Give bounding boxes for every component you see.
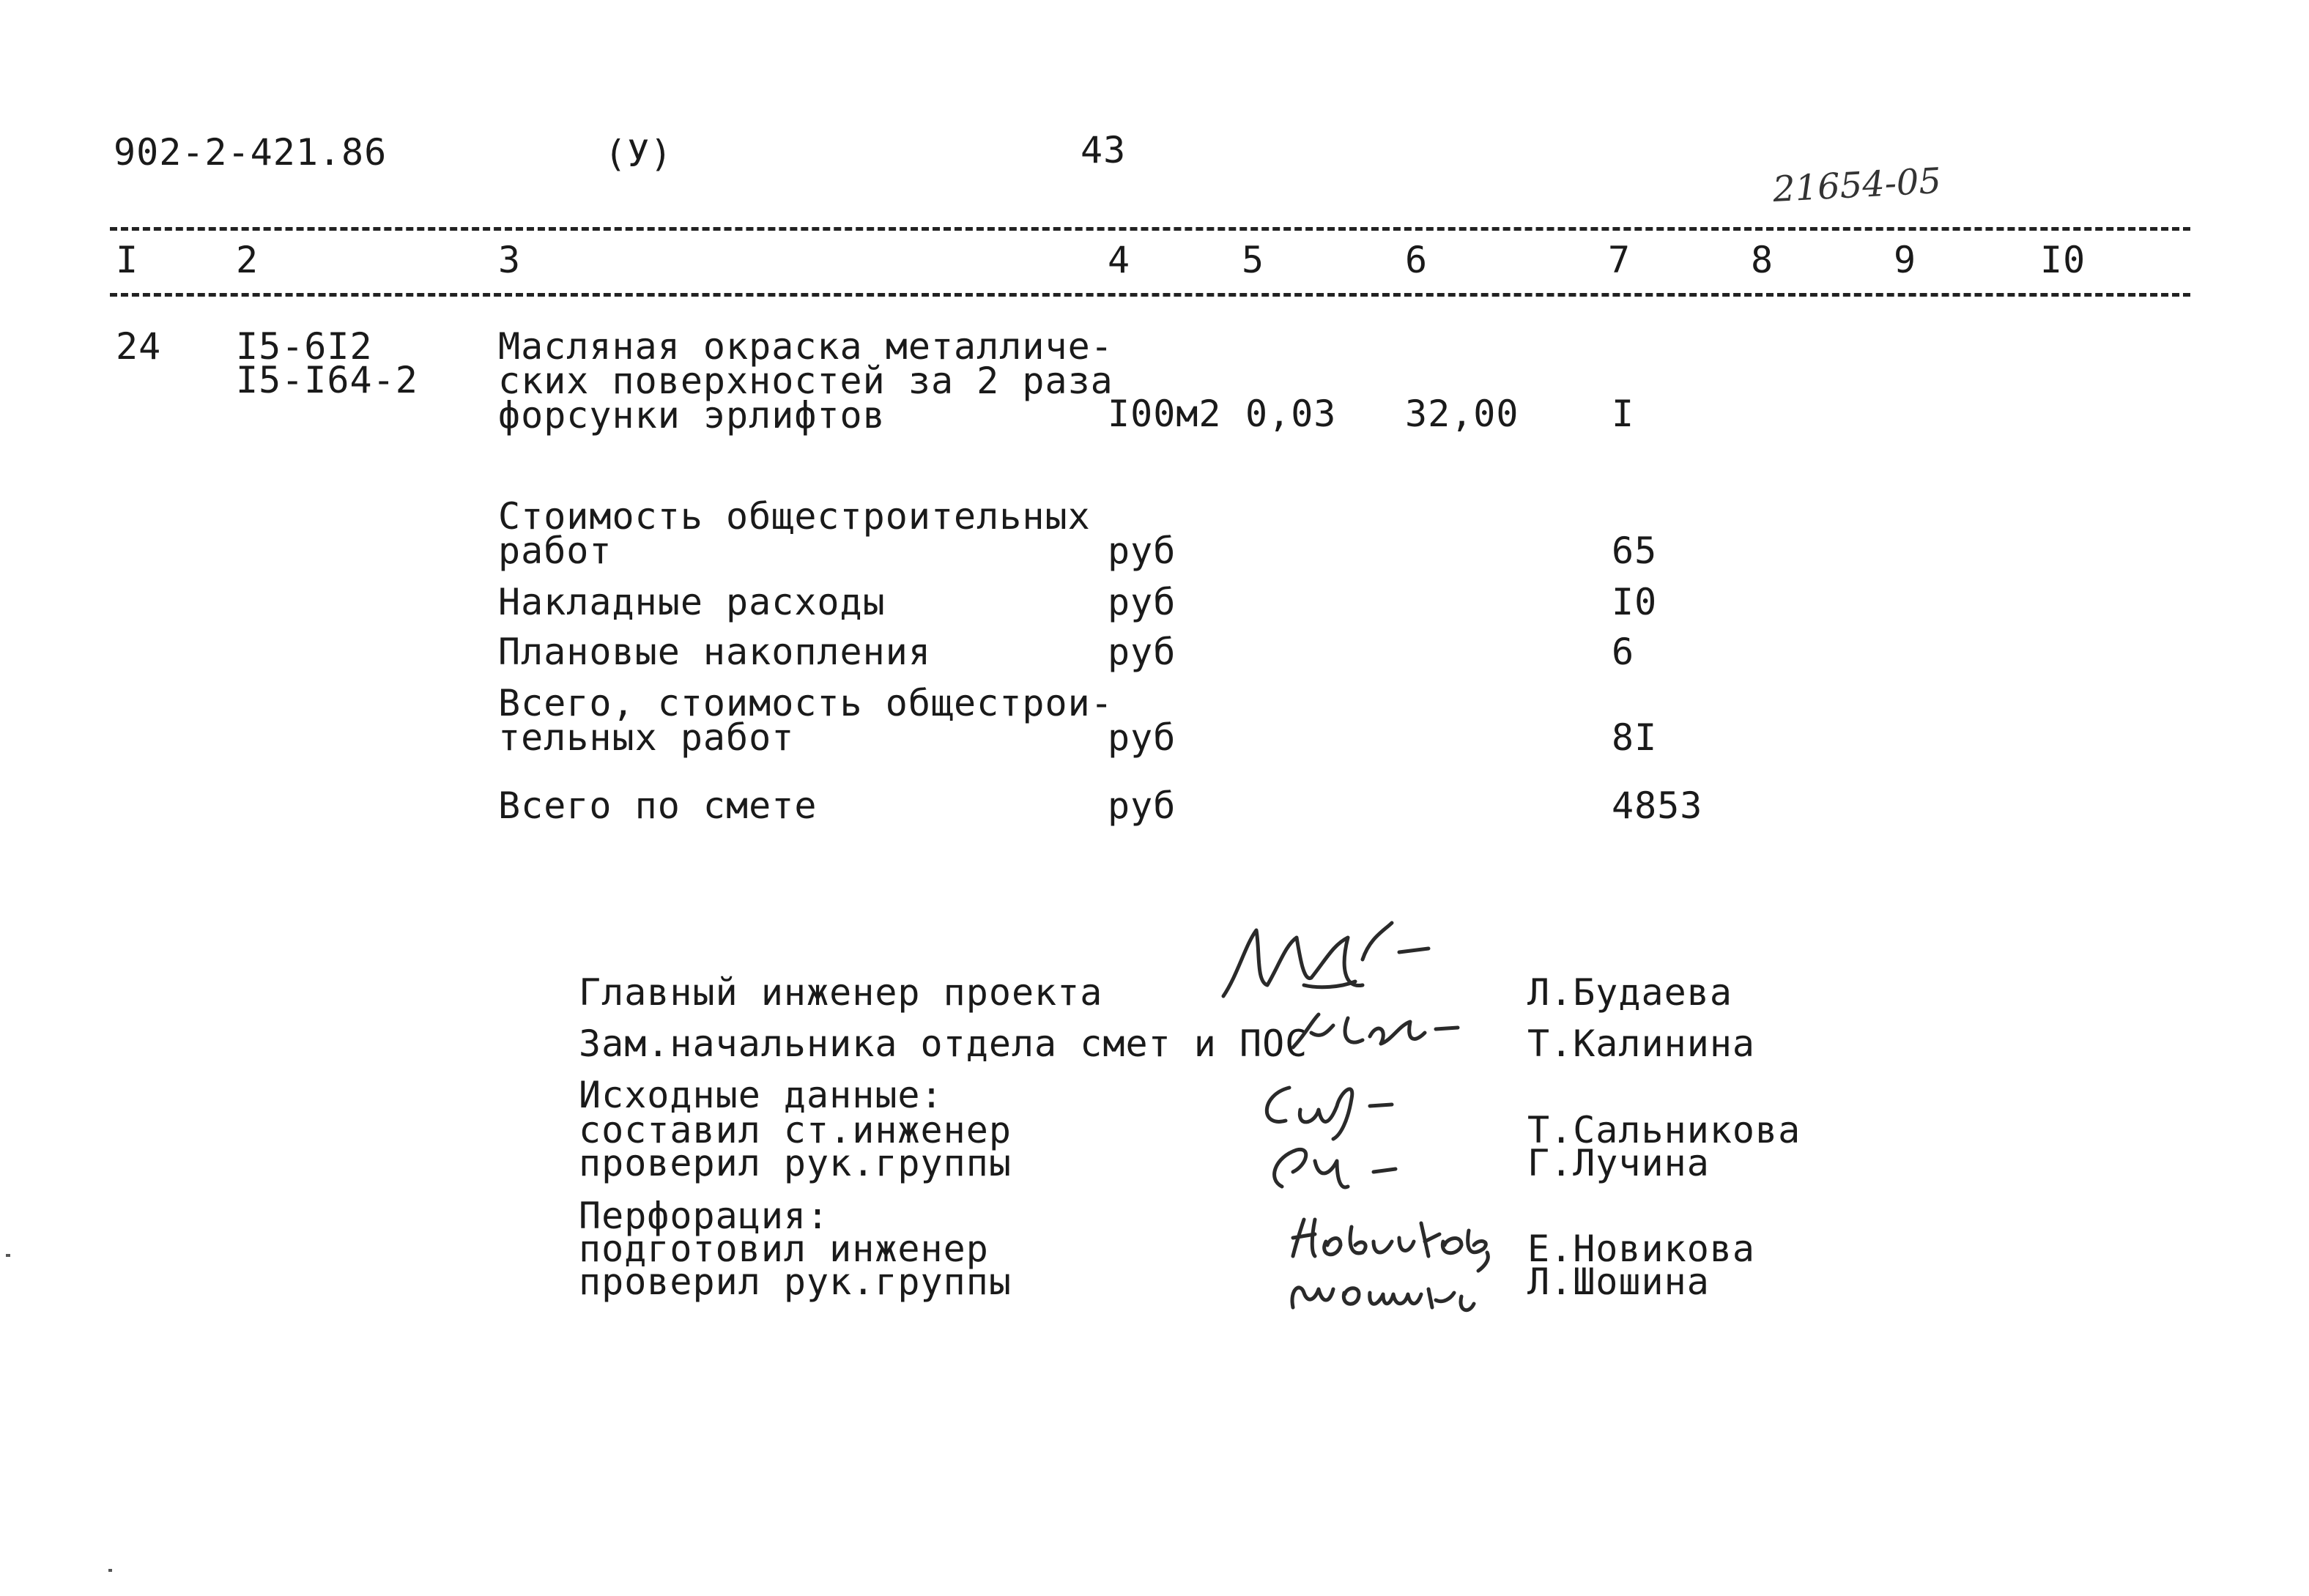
signer-name: Г.Лучина bbox=[1527, 1142, 1710, 1184]
summary-label-line: Стоимость общестроительных bbox=[498, 495, 1091, 538]
column-header: 6 bbox=[1405, 239, 1428, 281]
stamp-number: 21654-05 bbox=[1771, 160, 1943, 210]
signer-title: проверил рук.группы bbox=[579, 1142, 1012, 1184]
summary-unit: руб bbox=[1108, 716, 1176, 759]
column-header: 9 bbox=[1894, 239, 1917, 281]
summary-unit: руб bbox=[1108, 631, 1176, 673]
item-description-line: Масляная окраска металличе- bbox=[498, 325, 1113, 368]
summary-value: 65 bbox=[1612, 530, 1658, 572]
column-header: 7 bbox=[1608, 239, 1631, 281]
signature-budaeva bbox=[1216, 916, 1436, 1011]
item-total: I bbox=[1612, 393, 1635, 435]
section-heading: Перфорация: bbox=[579, 1195, 830, 1237]
section-heading: Исходные данные: bbox=[579, 1074, 944, 1116]
summary-value: 6 bbox=[1612, 631, 1635, 673]
signer-title: составил ст.инженер bbox=[579, 1109, 1012, 1151]
summary-label-line: тельных работ bbox=[498, 716, 795, 759]
item-number: 24 bbox=[116, 325, 162, 368]
summary-label: Накладные расходы bbox=[498, 581, 886, 623]
summary-label bbox=[498, 495, 1091, 572]
signer-name: Т.Сальникова bbox=[1527, 1109, 1801, 1151]
summary-value: 4853 bbox=[1612, 784, 1703, 827]
signer-title: Зам.начальника отдела смет и ПОС bbox=[579, 1022, 1308, 1065]
signature-salnikova bbox=[1245, 1077, 1406, 1201]
item-codes bbox=[236, 325, 418, 401]
signer-name: Л.Будаева bbox=[1527, 971, 1732, 1014]
summary-unit: руб bbox=[1108, 530, 1176, 572]
page-number: 43 bbox=[1081, 129, 1127, 171]
document-number: 902-2-421.86 bbox=[114, 131, 388, 174]
item-code: I5-I64-2 bbox=[236, 359, 418, 401]
item-unit: I00м2 bbox=[1108, 393, 1222, 435]
summary-label: Всего по смете bbox=[498, 784, 818, 827]
document-mark: (У) bbox=[604, 133, 673, 175]
scan-speck bbox=[108, 1569, 112, 1572]
summary-label-line: работ bbox=[498, 530, 612, 572]
signer-title: проверил рук.группы bbox=[579, 1261, 1012, 1303]
column-header: I0 bbox=[2040, 239, 2086, 281]
header-bottom-rule bbox=[110, 293, 2190, 297]
column-header: I bbox=[116, 239, 139, 281]
column-header: 3 bbox=[498, 239, 522, 281]
item-description-line: ских поверхностей за 2 раза bbox=[498, 360, 1113, 402]
item-description-line: форсунки эрлифтов bbox=[498, 394, 886, 437]
scan-speck bbox=[6, 1254, 10, 1257]
column-header: 2 bbox=[236, 239, 259, 281]
signature-novikova bbox=[1282, 1212, 1502, 1322]
summary-value: 8I bbox=[1612, 716, 1658, 759]
signer-name: Т.Калинина bbox=[1527, 1022, 1756, 1065]
signature-kalinina bbox=[1289, 1007, 1465, 1058]
summary-label: Плановые накопления bbox=[498, 631, 931, 673]
column-header: 4 bbox=[1108, 239, 1131, 281]
column-header: 8 bbox=[1751, 239, 1774, 281]
signer-name: Л.Шошина bbox=[1527, 1261, 1710, 1303]
header-top-rule bbox=[110, 227, 2190, 231]
column-header: 5 bbox=[1242, 239, 1265, 281]
summary-value: I0 bbox=[1612, 581, 1658, 623]
item-description bbox=[498, 325, 1113, 437]
summary-label bbox=[498, 682, 1113, 759]
signer-title: подготовил инженер bbox=[579, 1228, 989, 1270]
summary-unit: руб bbox=[1108, 784, 1176, 827]
item-quantity: 0,03 bbox=[1245, 393, 1337, 435]
signer-title: Главный инженер проекта bbox=[579, 971, 1103, 1014]
item-price: 32,00 bbox=[1405, 393, 1519, 435]
summary-unit: руб bbox=[1108, 581, 1176, 623]
item-code: I5-6I2 bbox=[236, 325, 373, 368]
summary-label-line: Всего, стоимость общестрои- bbox=[498, 682, 1113, 724]
signer-name: Е.Новикова bbox=[1527, 1228, 1756, 1270]
